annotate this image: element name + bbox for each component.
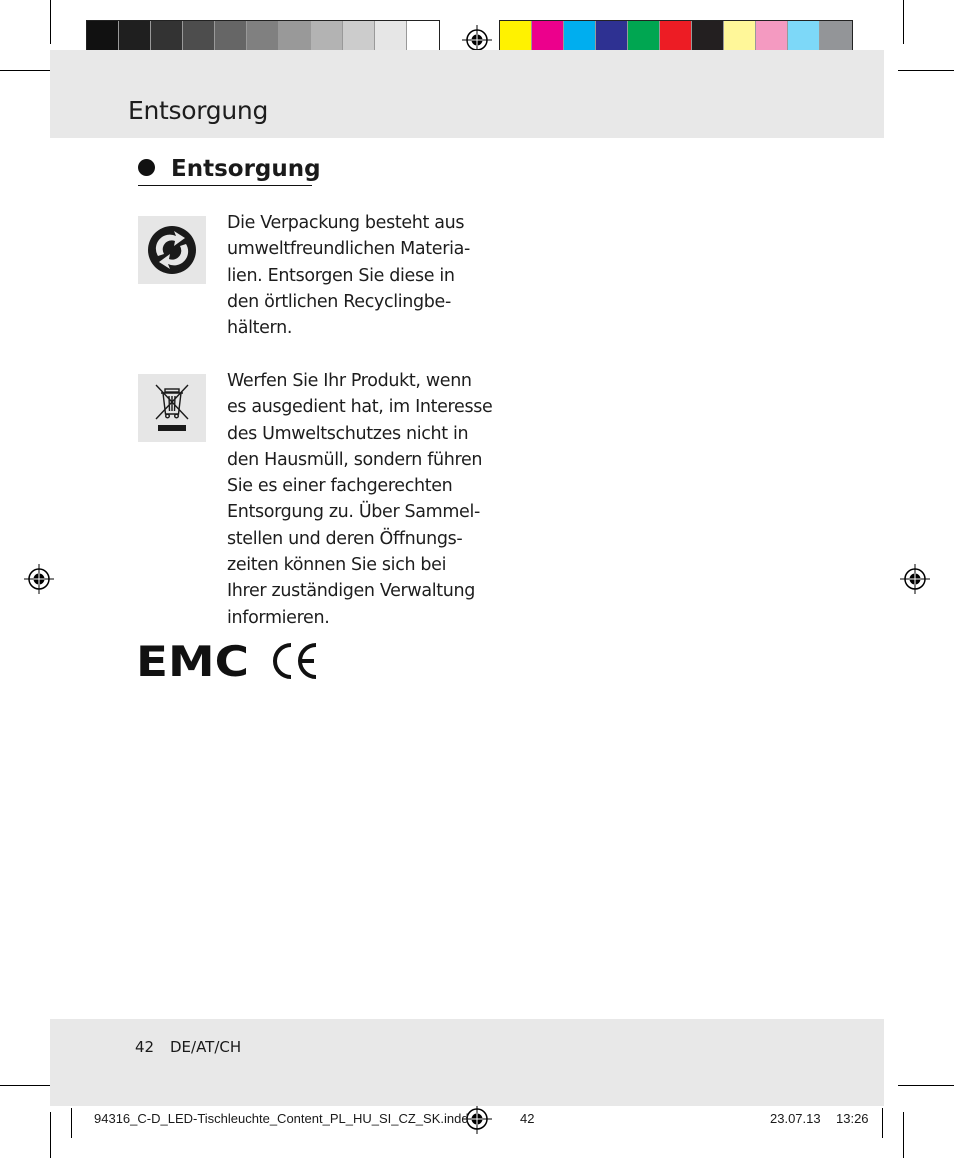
text-line: Werfen Sie Ihr Produkt, wenn [227, 371, 472, 391]
text-line: Sie es einer fachgerechten [227, 476, 453, 497]
text-line: den Hausmüll, sondern führen [227, 449, 483, 470]
ce-mark-icon [275, 645, 316, 677]
emc-mark: EMC [136, 640, 249, 682]
product-disposal-text [227, 368, 493, 631]
slug-time: 13:26 [836, 1111, 869, 1126]
text-line: hältern. [227, 318, 293, 339]
certification-marks [136, 640, 326, 686]
section-heading [138, 156, 321, 182]
page-title: Entsorgung [128, 96, 269, 125]
registration-mark-icon [900, 564, 930, 594]
text-line: Ihrer zuständigen Verwaltung [227, 581, 475, 602]
registration-mark-icon [24, 564, 54, 594]
bullet-icon [138, 159, 155, 176]
packaging-disposal-text [227, 210, 477, 341]
text-line: stellen und deren Öffnungs- [227, 528, 463, 549]
text-line: informieren. [227, 607, 330, 628]
crop-mark [0, 1085, 54, 1086]
crossed-out-bin-icon [138, 374, 206, 442]
text-line: des Umweltschutzes nicht in [227, 423, 469, 444]
footer-band [50, 1019, 884, 1106]
crop-mark [898, 1085, 954, 1086]
slug-filename: 94316_C-D_LED-Tischleuchte_Content_PL_HU_SI_CZ_SK.indd [94, 1111, 469, 1126]
crop-mark [0, 70, 54, 71]
crop-mark [50, 0, 51, 44]
green-dot-recycling-icon [138, 216, 206, 284]
page-number: 42 [135, 1038, 155, 1056]
slug-date: 23.07.13 [770, 1111, 821, 1126]
text-line: zeiten können Sie sich bei [227, 555, 447, 576]
crop-mark [903, 1112, 904, 1158]
crop-mark [898, 70, 954, 71]
language-code: DE/AT/CH [170, 1038, 242, 1056]
text-line: Entsorgung zu. Über Sammel- [227, 502, 480, 523]
slug-page: 42 [520, 1111, 535, 1126]
crop-mark [71, 1108, 72, 1138]
header-band [50, 50, 884, 138]
text-line: den örtlichen Recyclingbe- [227, 291, 451, 312]
text-line: lien. Entsorgen Sie diese in [227, 265, 455, 286]
crop-mark [50, 1112, 51, 1158]
text-line: es ausgedient hat, im Interesse [227, 397, 493, 418]
section-title: Entsorgung [171, 156, 321, 182]
section-underline [138, 185, 312, 186]
crop-mark [882, 1108, 883, 1138]
text-line: Die Verpackung besteht aus [227, 213, 465, 233]
text-line: umweltfreundlichen Materia- [227, 239, 470, 260]
crop-mark [903, 0, 904, 44]
